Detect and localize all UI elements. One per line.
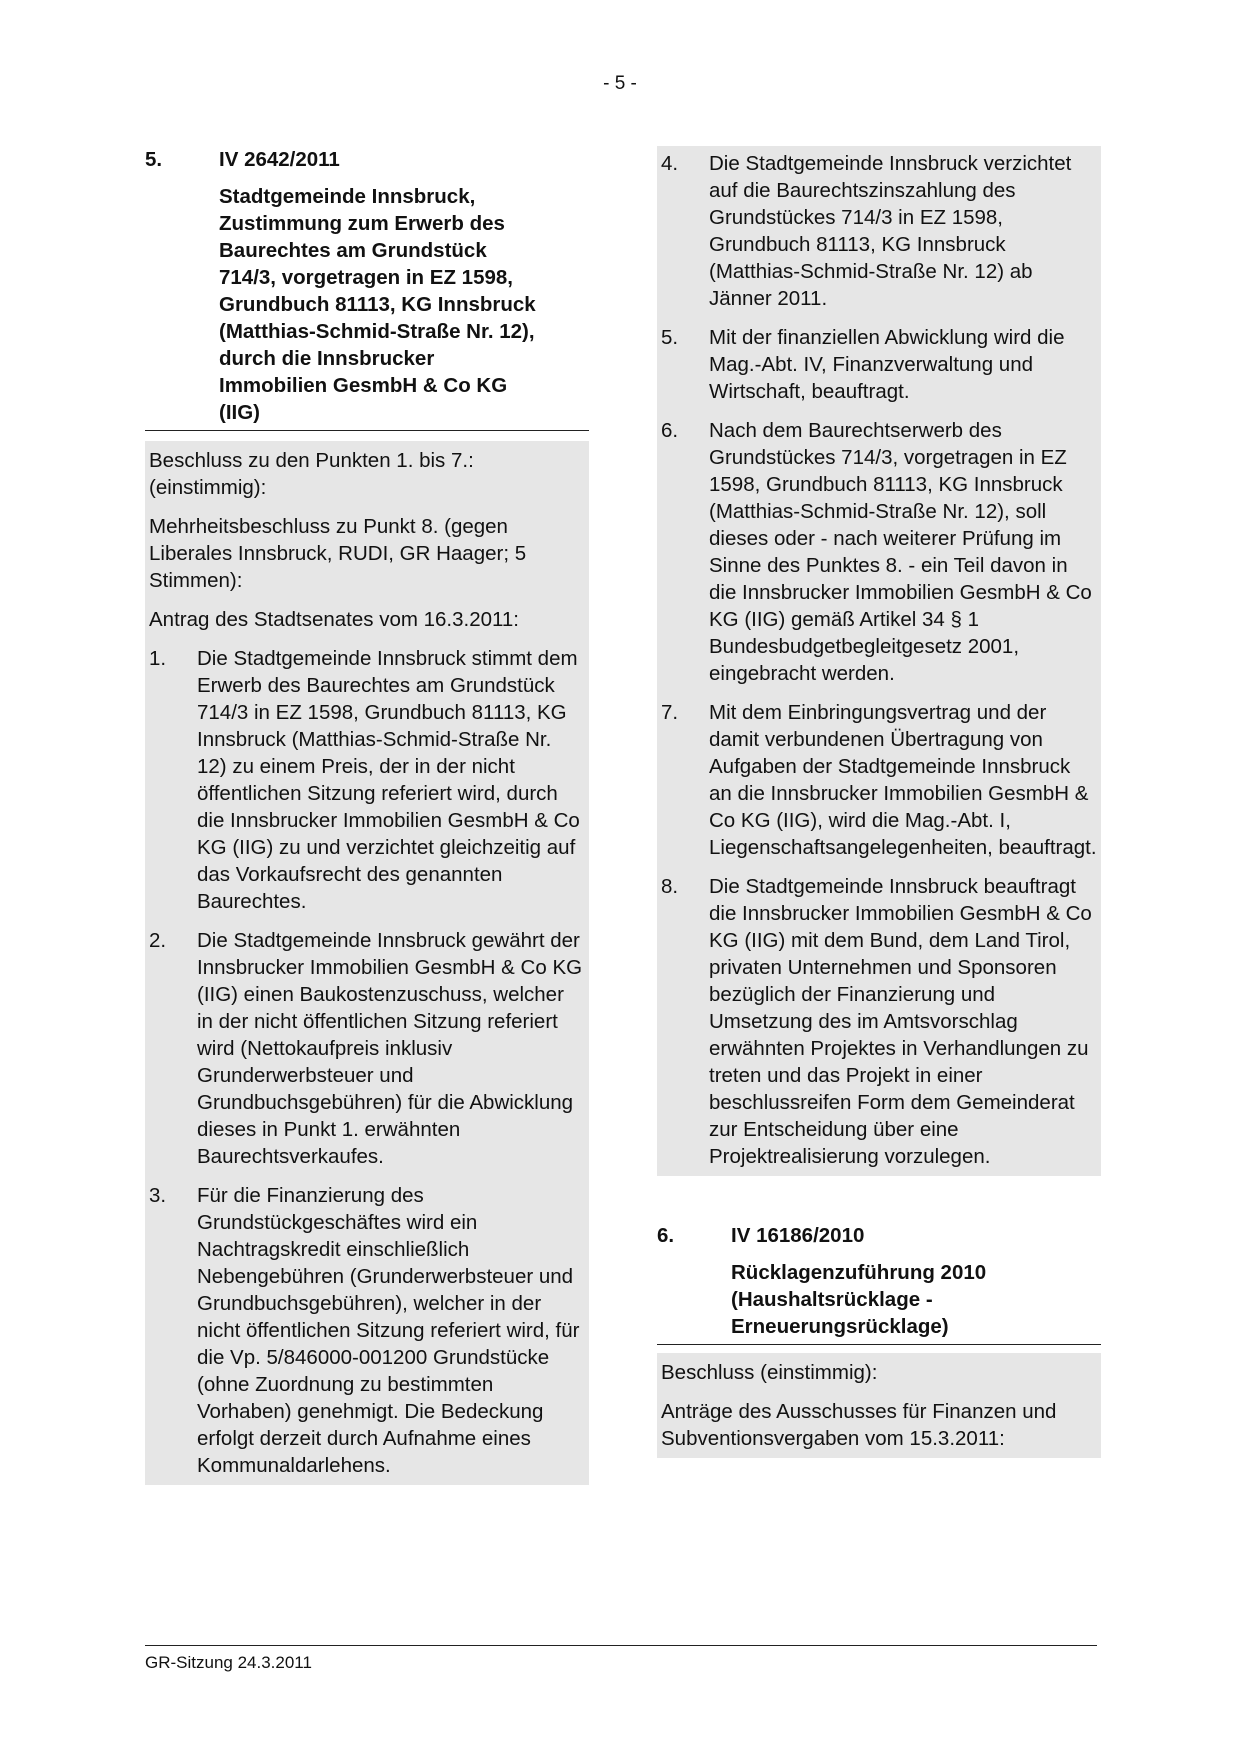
section-6-heading [657,1222,1101,1345]
section-5-title-line: Grundbuch 81113, KG Innsbruck [219,293,536,316]
list-item [149,927,585,1170]
list-item-number: 2. [149,929,167,952]
list-item-number: 5. [661,326,679,349]
majority-resolution-text: Mehrheitsbeschluss zu Punkt 8. (gegen Liberales Innsbruck, RUDI, GR Haager; 5 Stimmen): [149,515,527,592]
list-item-number: 6. [661,419,679,442]
list-item-number: 8. [661,875,679,898]
section-5-heading [145,146,589,431]
section-6-code: IV 16186/2010 [731,1224,865,1247]
section-5-title-line: Stadtgemeinde Innsbruck, [219,185,476,208]
resolution-text: Beschluss zu den Punkten 1. bis 7.:(einstimmig): [149,449,474,499]
section-5-body-right [657,146,1101,1176]
section-6-title-line: Erneuerungsrücklage) [731,1315,949,1338]
section-5-title-line: (Matthias-Schmid-Straße Nr. 12), [219,320,535,343]
section-6-number: 6. [657,1224,675,1247]
list-item-number: 4. [661,152,679,175]
list-item [149,645,585,915]
list-item-text: Für die Finanzierung des Grundstückgeschäftes wird ein Nachtragskredit einschließlich Nebengebühren (Grunderwerbsteuer und Grundbuchsgebühren), welcher in der nicht öffentlichen Sitzung referiert wird, für die Vp. 5/846000-001200 Grundstücke (ohne Zuordnung zu bestimmten Vorhaben) genehmigt. Die Bedeckung erfolgt derzeit durch Aufnahme eines Kommunaldarlehens. [197,1184,580,1477]
list-item [149,1182,585,1479]
list-item-text: Die Stadtgemeinde Innsbruck verzichtet auf die Baurechtszinszahlung des Grundstückes 714/3 in EZ 1598, Grundbuch 81113, KG Innsbruck (Matthias-Schmid-Straße Nr. 12) ab Jänner 2011. [709,152,1072,310]
list-item-text: Mit der finanziellen Abwicklung wird die Mag.-Abt. IV, Finanzverwaltung und Wirtschaft, beauftragt. [709,326,1065,403]
section-5-title-line: durch die Innsbrucker [219,347,435,370]
list-item-number: 3. [149,1184,167,1207]
list-item-number: 7. [661,701,679,724]
section-6-body [657,1353,1101,1458]
resolution-text: Beschluss (einstimmig): [661,1361,878,1384]
section-6-title [731,1259,1101,1342]
right-column [657,146,1101,1458]
list-item [661,417,1097,687]
list-item [661,873,1097,1170]
section-5-body-left [145,441,589,1485]
section-5-title-line: Zustimmung zum Erwerb des [219,212,505,235]
section-5-number: 5. [145,148,163,171]
list-item [661,699,1097,861]
section-5-code: IV 2642/2011 [219,148,340,171]
section-5-title-line: (IIG) [219,401,260,424]
section-5-title-line: Immobilien GesmbH & Co KG [219,374,508,397]
list-item-text: Die Stadtgemeinde Innsbruck stimmt dem Erwerb des Baurechtes am Grundstück 714/3 in EZ 1598, Grundbuch 81113, KG Innsbruck (Matthias-Schmid-Straße Nr. 12) zu einem Preis, der in der nicht öffentlichen Sitzung referiert wird, durch die Innsbrucker Immobilien GesmbH & Co KG (IIG) zu und verzichtet gleichzeitig auf das Vorkaufsrecht des genannten Baurechtes. [197,647,580,913]
section-5-title-line: 714/3, vorgetragen in EZ 1598, [219,266,513,289]
motion-text: Antrag des Stadtsenates vom 16.3.2011: [149,608,520,631]
left-column [145,146,589,1485]
list-item [661,324,1097,405]
section-5-title [219,183,589,428]
list-item-text: Nach dem Baurechtserwerb des Grundstückes 714/3, vorgetragen in EZ 1598, Grundbuch 81113, KG Innsbruck (Matthias-Schmid-Straße Nr. 12), soll dieses oder - nach weiterer Prüfung im Sinne des Punktes 8. - ein Teil davon in die Innsbrucker Immobilien GesmbH & Co KG (IIG) gemäß Artikel 34 § 1 Bundesbudgetbegleitgesetz 2001, eingebracht werden. [709,419,1092,685]
section-5-title-line: Baurechtes am Grundstück [219,239,487,262]
page-number: - 5 - [603,73,637,94]
list-item [661,150,1097,312]
list-item-number: 1. [149,647,167,670]
section-6-title-line: (Haushaltsrücklage - [731,1288,933,1311]
list-item-text: Die Stadtgemeinde Innsbruck beauftragt die Innsbrucker Immobilien GesmbH & Co KG (IIG) mit dem Bund, dem Land Tirol, privaten Unternehmen und Sponsoren bezüglich der Finanzierung und Umsetzung des im Amtsvorschlag erwähnten Projektes in Verhandlungen zu treten und das Projekt in einer beschlussreifen Form dem Gemeinderat zur Entscheidung über eine Projektrealisierung vorzulegen. [709,875,1092,1168]
motion-text: Anträge des Ausschusses für Finanzen und Subventionsvergaben vom 15.3.2011: [661,1400,1057,1450]
list-item-text: Die Stadtgemeinde Innsbruck gewährt der Innsbrucker Immobilien GesmbH & Co KG (IIG) einen Baukostenzuschuss, welcher in der nicht öffentlichen Sitzung referiert wird (Nettokaufpreis inklusiv Grunderwerbsteuer und Grundbuchsgebühren) für die Abwicklung dieses in Punkt 1. erwähnten Baurechtsverkaufes. [197,929,583,1168]
section-6-title-line: Rücklagenzuführung 2010 [731,1261,987,1284]
page-footer: GR-Sitzung 24.3.2011 [145,1645,1097,1674]
list-item-text: Mit dem Einbringungsvertrag und der damit verbundenen Übertragung von Aufgaben der Stadtgemeinde Innsbruck an die Innsbrucker Immobilien GesmbH & Co KG (IIG), wird die Mag.-Abt. I, Liegenschaftsangelegenheiten, beauftragt. [709,701,1097,859]
